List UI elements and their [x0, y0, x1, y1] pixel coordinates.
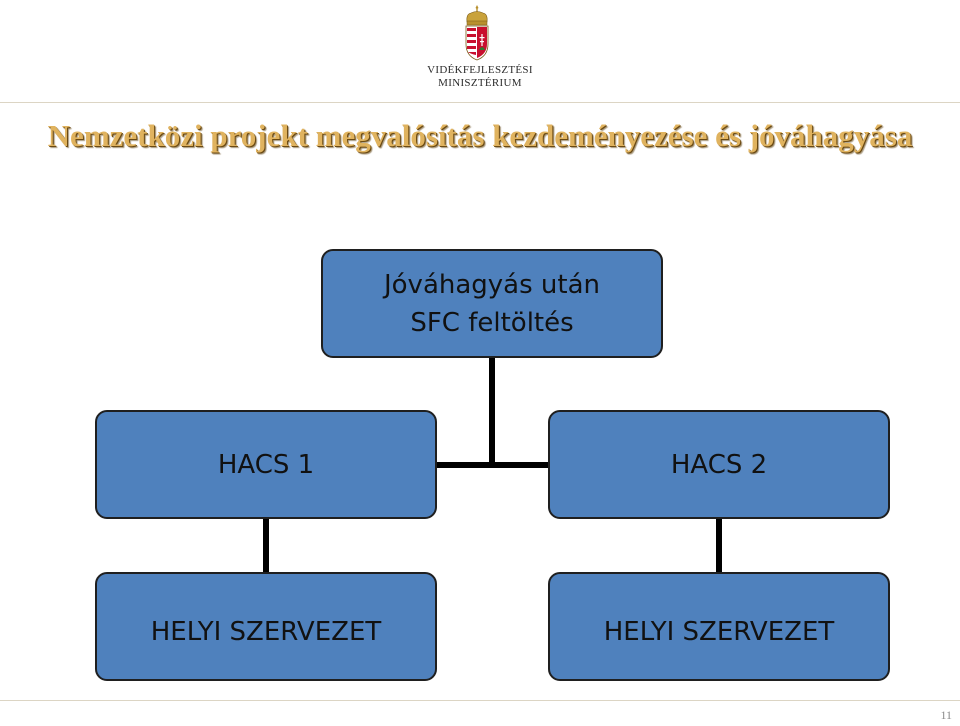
hungarian-coat-of-arms-icon [463, 4, 491, 62]
local-organization-node-2-label: HELYI SZERVEZET [603, 616, 835, 647]
page-number: 11 [940, 708, 952, 722]
approval-node-line2: SFC feltöltés [410, 307, 574, 338]
connector-hacs1-local [263, 519, 269, 572]
local-organization-node-1-label: HELYI SZERVEZET [150, 616, 382, 647]
ministry-name-line1: VIDÉKFEJLESZTÉSI [427, 64, 533, 76]
connector-approval-vertical [489, 358, 495, 466]
approval-node [321, 249, 663, 358]
hacs1-node-label: HACS 1 [217, 449, 315, 480]
hacs2-node-label: HACS 2 [670, 449, 768, 480]
local-organization-node-1 [95, 572, 437, 681]
footer-divider [0, 700, 960, 701]
header-divider [0, 102, 960, 103]
connector-hacs2-local [716, 519, 722, 572]
ministry-logo-text [380, 64, 580, 90]
ministry-name-line2: MINISZTÉRIUM [438, 77, 522, 89]
hacs1-node [95, 410, 437, 519]
connector-hacs-horizontal [437, 462, 548, 468]
approval-node-line1: Jóváhagyás után [383, 269, 601, 300]
slide-title: Nemzetközi projekt megvalósítás kezdeményezése és jóváhagyása [47, 118, 913, 153]
local-organization-node-2 [548, 572, 890, 681]
hacs2-node [548, 410, 890, 519]
